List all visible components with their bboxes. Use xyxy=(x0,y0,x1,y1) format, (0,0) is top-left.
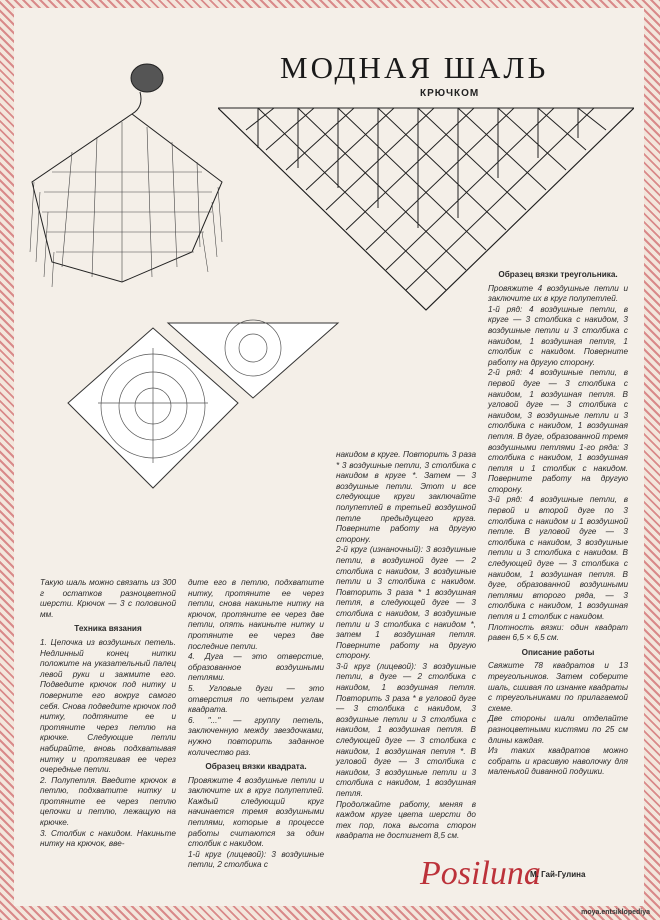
technique-step-2: 2. Полупетля. Введите крючок в петлю, подхватите нитку и протяните ее через петлю цепочки и петлю, лежащую на крючке. xyxy=(40,775,176,828)
col2-text-4: 6. "..." — группу петель, заключенную между звездочками, нужно повторить заданное количество раз. xyxy=(188,715,324,757)
col3-text-1: накидом в круге. Повторить 3 раза * 3 воздушные петли, 3 столбика с накидом в круге *. Затем — 3 воздушные петли. Этот и все следующие круги заключайте полупетлей в третьей воздушной петле предыдущего круга. Поверните работу на другую сторону. xyxy=(336,450,476,544)
column-3 xyxy=(336,450,476,842)
source-credit: moya.entsiklopediya xyxy=(581,909,650,916)
work-description-heading: Описание работы xyxy=(521,647,595,657)
technique-step-3: 3. Столбик с накидом. Накиньте нитку на крючок, вве- xyxy=(40,828,176,849)
col3-text-2: 2-й круг (изнаночный): 3 воздушные петли, в воздушной дуге — 2 столбика с накидом, 3 воздушные петли и 3 столбика с накидом. Повторить 3 раза * 1 воздушная петля, в следующей дуге — 3 столбика с накидом, 3 воздушные петли и 3 столбика с накидом *, затем 1 воздушная петля. Поверните работу на другую сторону. xyxy=(336,545,476,661)
crochet-motif-illustration xyxy=(58,318,348,518)
col3-text-4: Продолжайте работу, меняя в каждом круге цвета шерсти до тех пор, пока высота сторон квадрата не достигнет 8,5 см. xyxy=(336,799,476,841)
column-2 xyxy=(188,578,324,871)
col4-text-2: 1-й ряд: 4 воздушные петли, в круге — 3 столбика с накидом, 3 воздушные петли и 3 столбика с накидом, 1 воздушная петля, 1 столбик с накидом. Поверните работу на другую сторону. xyxy=(488,304,628,367)
col4-text-7: Две стороны шали отделайте разноцветными кистями по 25 см длины каждая. xyxy=(488,714,628,745)
col3-text-3: 3-й круг (лицевой): 3 воздушные петли, в дуге — 2 столбика с накидом, 1 воздушная петля. Повторить 3 раза * в угловой дуге — 3 столбика с накидом, 3 воздушные петли и 3 столбика с накидом, 1 воздушная петля. В следующей дуге — 3 столбика с накидом, 1 воздушная петля *. В угловой дуге — 3 столбика с накидом, 3 воздушные петли и 3 столбика с накидом, 1 воздушная петля. xyxy=(336,661,476,798)
col4-text-1: Провяжите 4 воздушные петли и заключите их в круг полупетлей. xyxy=(488,283,628,304)
page-title: МОДНАЯ ШАЛЬ xyxy=(280,50,549,85)
author-name: М. Гай-Гулина xyxy=(530,870,586,879)
column-4 xyxy=(488,266,628,778)
shawl-illustration xyxy=(22,52,232,292)
col2-text-1: дите его в петлю, подхватите нитку, протяните ее через петли, снова накиньте нитку на крючок, протяните ее через две петли, опять накиньте нитку и протяните ее через две последние петли. xyxy=(188,578,324,651)
col2-text-2: 4. Дуга — это отверстие, образованное воздушными петлями. xyxy=(188,652,324,683)
col4-text-5: Плотность вязки: один квадрат равен 6,5 × 6,5 см. xyxy=(488,622,628,643)
watermark: Posiluna xyxy=(420,855,541,892)
col2-text-3: 5. Угловые дуги — это отверстия по четырем углам квадрата. xyxy=(188,683,324,715)
col4-text-3: 2-й ряд: 4 воздушные петли, в первой дуге — 3 столбика с накидом, 1 воздушная петля. В угловой дуге — 3 столбика с накидом, 3 воздушные петли и 3 столбика с накидом, 1 воздушная петля. В дуге, образованной тремя воздушными петлями 1-го ряда: 3 столбика с накидом, 1 воздушная петля и 1 столбик с накидом. Поверните работу на другую сторону. xyxy=(488,368,628,494)
page-subtitle: КРЮЧКОМ xyxy=(420,88,480,99)
col2-text-5: Провяжите 4 воздушные петли и заключите их в круг полупетлей. Каждый следующий круг начинается тремя воздушными петлями, которые в процессе работы считаются за один столбик с накидом. xyxy=(188,775,324,849)
square-pattern-heading: Образец вязки квадрата. xyxy=(205,762,307,772)
col4-text-8: Из таких квадратов можно собрать и красивую наволочку для маленькой диванной подушки. xyxy=(488,746,628,777)
intro-text: Такую шаль можно связать из 300 г остатков разноцветной шерсти. Крючок — 3 с половиной мм. xyxy=(40,578,176,619)
intro-column xyxy=(40,578,176,850)
col2-text-6: 1-й круг (лицевой): 3 воздушные петли, 2 столбика с xyxy=(188,849,324,870)
technique-step-1: 1. Цепочка из воздушных петель. Недлинный конец нитки положите на указательный палец левой руки и зажмите его. Подведите крючок под нитку и поверните его вокруг самого себя. Снова подведите крючок под нитку, подтяните ее и протяните через петлю на крючке. Следующие петли набирайте, вновь подхватывая нитку и протягивая ее через очередные петли. xyxy=(40,637,176,775)
technique-heading: Техника вязания xyxy=(74,624,142,634)
col4-text-4: 3-й ряд: 4 воздушные петли, в первой и второй дуге по 3 столбика с накидом и 1 воздушной петле. В угловой дуге — 3 столбика с накидом, 3 воздушные петли и 3 столбика с накидом. В следующей дуге — 3 столбика с накидом, 1 воздушная петля. В дуге, образованной воздушными петлями второго ряда, — 3 столбика с накидом, 1 воздушная петля и 1 столбик с накидом. xyxy=(488,495,628,621)
triangle-pattern-heading: Образец вязки треугольника. xyxy=(498,270,618,279)
col4-text-6: Свяжите 78 квадратов и 13 треугольников. Затем соберите шаль, сшивая по изнанке квадраты с треугольниками по прилагаемой схеме. xyxy=(488,661,628,713)
